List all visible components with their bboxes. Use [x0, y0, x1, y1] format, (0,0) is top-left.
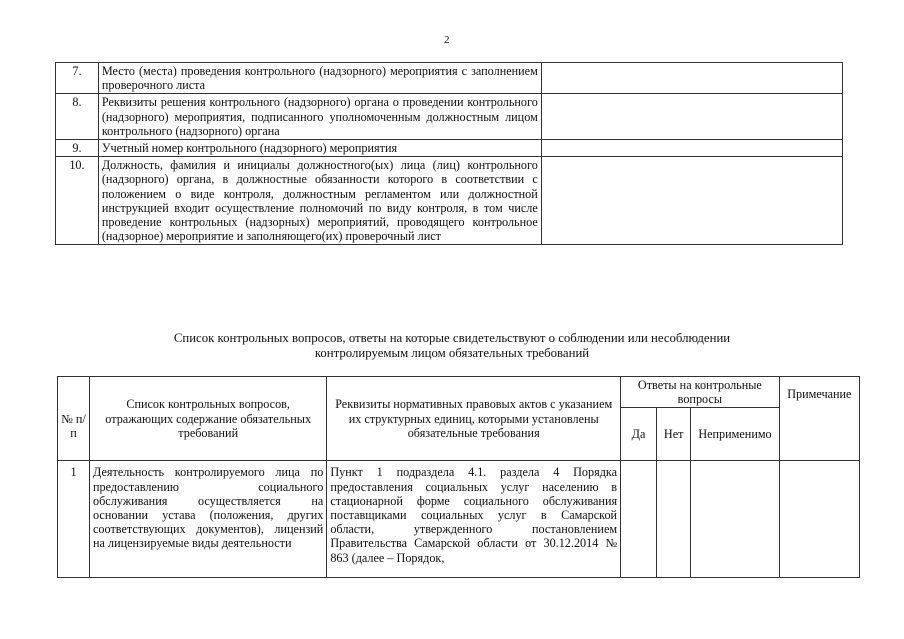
- page-number: 2: [444, 34, 450, 46]
- row-label: Должность, фамилия и инициалы должностного(ых) лица (лиц) контрольного (надзорного) органа, в должностные обязанности которого в соответствии с положением о виде контроля, должностным регламентом или должностной инструкцией входит осуществление полномочий по виду контроля, в том числе проведение контрольных (надзорных) мероприятий, проводящего контрольное (надзорное) мероприятие и заполняющего(их) проверочный лист: [98, 157, 541, 245]
- header-yes: Да: [621, 408, 657, 461]
- row-label: Реквизиты решения контрольного (надзорного) органа о проведении контрольного (надзорного) мероприятия, подписанного уполномоченным должностным лицом контрольного (надзорного) органа: [98, 94, 541, 140]
- row-label: Учетный номер контрольного (надзорного) мероприятия: [98, 140, 541, 157]
- header-requisites: Реквизиты нормативных правовых актов с указанием их структурных единиц, которыми установлены обязательные требования: [327, 377, 621, 461]
- inspection-info-table: [55, 62, 843, 245]
- header-note: Примечание: [779, 377, 859, 461]
- control-questions-table: [57, 376, 860, 578]
- header-row: [58, 377, 860, 408]
- header-no: Нет: [657, 408, 691, 461]
- section-caption: [100, 331, 804, 361]
- row-value-field[interactable]: [541, 94, 842, 140]
- row-number: 9.: [56, 140, 99, 157]
- table-row: [58, 461, 860, 578]
- table-row: [56, 94, 843, 140]
- answer-not-applicable-cell[interactable]: [691, 461, 779, 578]
- question-requisites: Пункт 1 подраздела 4.1. раздела 4 Порядка предоставления социальных услуг населению в стационарной форме социального обслуживания поставщиками социальных услуг в Самарской области, утвержденного постановлением Правительства Самарской области от 30.12.2014 № 863 (далее – Порядок,: [327, 461, 621, 578]
- caption-line: контролируемым лицом обязательных требований: [314, 346, 590, 360]
- table-row: [56, 63, 843, 94]
- question-number: 1: [58, 461, 90, 578]
- question-text: Деятельность контролируемого лица по предоставлению социального обслуживания осуществляется на основании устава (положения, других соответствующих документов), лицензий на лицензируемые виды деятельности: [90, 461, 327, 578]
- row-label: Место (места) проведения контрольного (надзорного) мероприятия с заполнением проверочного листа: [98, 63, 541, 94]
- header-not-applicable: Неприменимо: [691, 408, 779, 461]
- row-value-field[interactable]: [541, 140, 842, 157]
- row-number: 8.: [56, 94, 99, 140]
- header-number: № п/п: [58, 377, 90, 461]
- answer-yes-cell[interactable]: [621, 461, 657, 578]
- note-cell[interactable]: [779, 461, 859, 578]
- header-answers: Ответы на контрольные вопросы: [621, 377, 780, 408]
- answer-no-cell[interactable]: [657, 461, 691, 578]
- caption-line: Список контрольных вопросов, ответы на которые свидетельствуют о соблюдении или несоблюдении: [173, 331, 731, 345]
- row-value-field[interactable]: [541, 157, 842, 245]
- table-row: [56, 140, 843, 157]
- row-number: 10.: [56, 157, 99, 245]
- header-question-list: Список контрольных вопросов, отражающих содержание обязательных требований: [90, 377, 327, 461]
- table-row: [56, 157, 843, 245]
- row-value-field[interactable]: [541, 63, 842, 94]
- row-number: 7.: [56, 63, 99, 94]
